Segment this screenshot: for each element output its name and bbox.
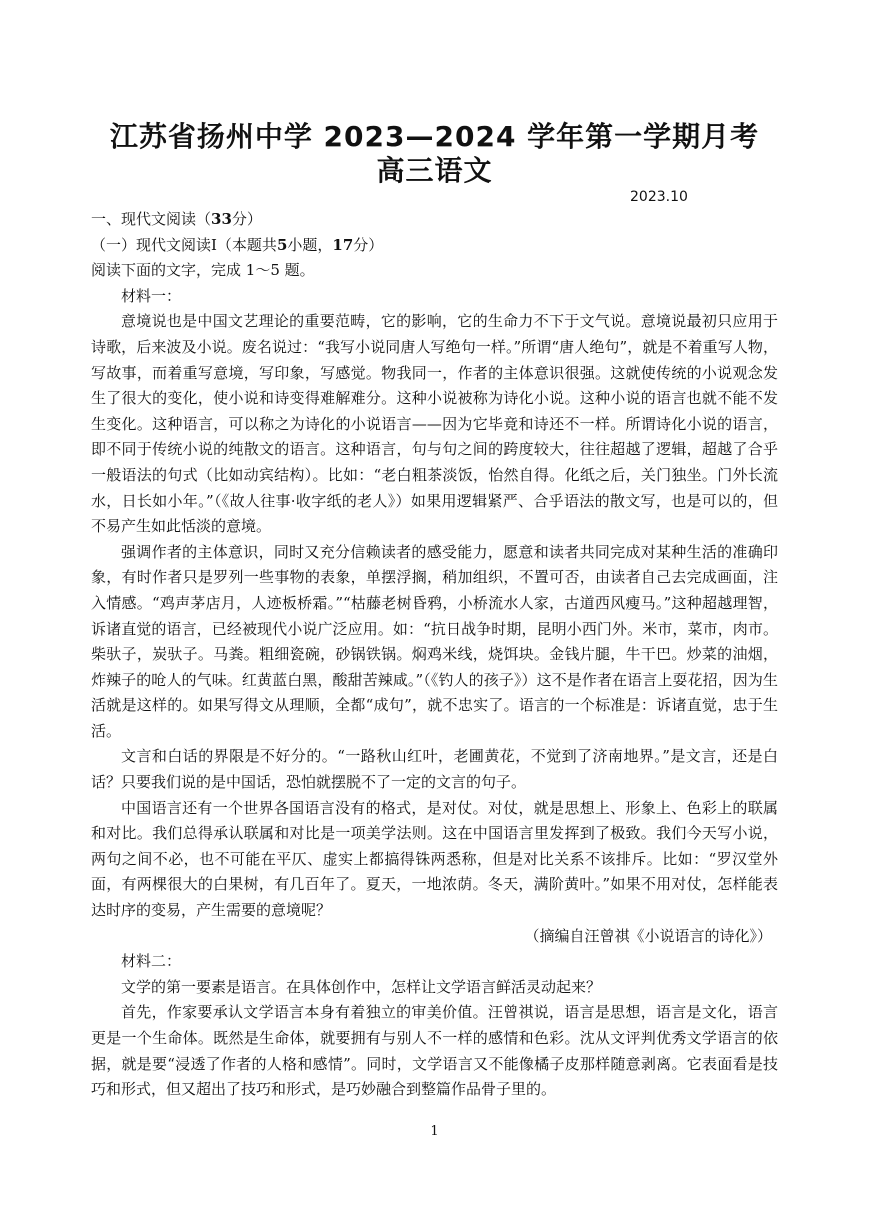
page-number: 1 <box>430 1124 439 1139</box>
exam-subtitle: 高三语文 <box>376 154 493 187</box>
instruction: 阅读下面的文字，完成 1～5 题。 <box>91 261 315 280</box>
material2-label: 材料二： <box>121 952 182 971</box>
section-heading: 一、现代文阅读（33分） <box>91 210 262 228</box>
material1-paragraph: 中国语言还有一个世界各国语言没有的格式，是对仗。对仗，就是思想上、形象上、色彩上的联属和对比。我们总得承认联属和对比是一项美学法则。这在中国语言里发挥到了极致。我们今天写小说，两句之间不必，也不可能在平仄、虚实上都搞得铢两悉称，但是对比关系不该排斥。比如：“罗汉堂外面，有两棵很大的白果树，有几百年了。夏天，一地浓荫。冬天，满阶黄叶。”如果不用对仗，怎样能表达时序的变易，产生需要的意境呢？ <box>91 798 778 920</box>
material1-paragraph: 强调作者的主体意识，同时又充分信赖读者的感受能力，愿意和读者共同完成对某种生活的准确印象，有时作者只是罗列一些事物的表象，单摆浮搁，稍加组织，不置可否，由读者自己去完成画面，注入情感。“鸡声茅店月，人迹板桥霜。”“枯藤老树昏鸦，小桥流水人家，古道西风瘦马。”这种超越理智，诉诸直觉的语言，已经被现代小说广泛应用。如：“抗日战争时期，昆明小西门外。米市，菜市，肉市。柴驮子，炭驮子。马粪。粗细瓷碗，砂锅铁锅。焖鸡米线，烧饵块。金钱片腿，牛干巴。炒菜的油烟，炸辣子的呛人的气味。红黄蓝白黑，酸甜苦辣咸。”（《钓人的孩子》）这不是作者在语言上耍花招，因为生活就是这样的。如果写得文从理顺，全都“成句”，就不忠实了。语言的一个标准是：诉诸直觉，忠于生活。 <box>91 542 778 740</box>
material2-paragraph: 首先，作家要承认文学语言本身有着独立的审美价值。汪曾祺说，语言是思想，语言是文化，语言更是一个生命体。既然是生命体，就要拥有与别人不一样的感情和色彩。沈从文评判优秀文学语言的依据，就是要“浸透了作者的人格和感情”。同时，文学语言又不能像橘子皮那样随意剥离。它表面看是技巧和形式，但又超出了技巧和形式，是巧妙融合到整篇作品骨子里的。 <box>91 1003 778 1099</box>
subsection-heading: （一）现代文阅读Ⅰ（本题共5小题，17分） <box>91 235 384 254</box>
material2-paragraph: 文学的第一要素是语言。在具体创作中，怎样让文学语言鲜活灵动起来？ <box>121 977 602 996</box>
exam-body <box>91 207 778 1103</box>
exam-title: 江苏省扬州中学 2023—2024 学年第一学期月考 <box>109 120 760 153</box>
material1-source: （摘编自汪曾祺《小说语言的诗化》） <box>524 926 772 945</box>
material1-paragraph: 意境说也是中国文艺理论的重要范畴，它的影响，它的生命力不下于文气说。意境说最初只应用于诗歌，后来波及小说。废名说过：“我写小说同唐人写绝句一样。”所谓“唐人绝句”，就是不着重写人物，写故事，而着重写意境，写印象，写感觉。物我同一，作者的主体意识很强。这就使传统的小说观念发生了很大的变化，使小说和诗变得难解难分。这种小说被称为诗化小说。这种小说的语言也就不能不发生变化。这种语言，可以称之为诗化的小说语言——因为它毕竟和诗还不一样。所谓诗化小说的语言，即不同于传统小说的纯散文的语言。这种语言，句与句之间的跨度较大，往往超越了逻辑，超越了合乎一般语法的句式（比如动宾结构）。比如：“老白粗茶淡饭，怡然自得。化纸之后，关门独坐。门外长流水，日长如小年。”（《故人往事·收字纸的老人》）如果用逻辑紧严、合乎语法的散文写，也是可以的，但不易产生如此恬淡的意境。 <box>91 312 778 536</box>
material1-paragraph: 文言和白话的界限是不好分的。“一路秋山红叶，老圃黄花，不觉到了济南地界。”是文言，还是白话？只要我们说的是中国话，恐怕就摆脱不了一定的文言的句子。 <box>91 747 778 792</box>
exam-date: 2023.10 <box>630 189 688 205</box>
material1-label: 材料一： <box>121 286 182 305</box>
